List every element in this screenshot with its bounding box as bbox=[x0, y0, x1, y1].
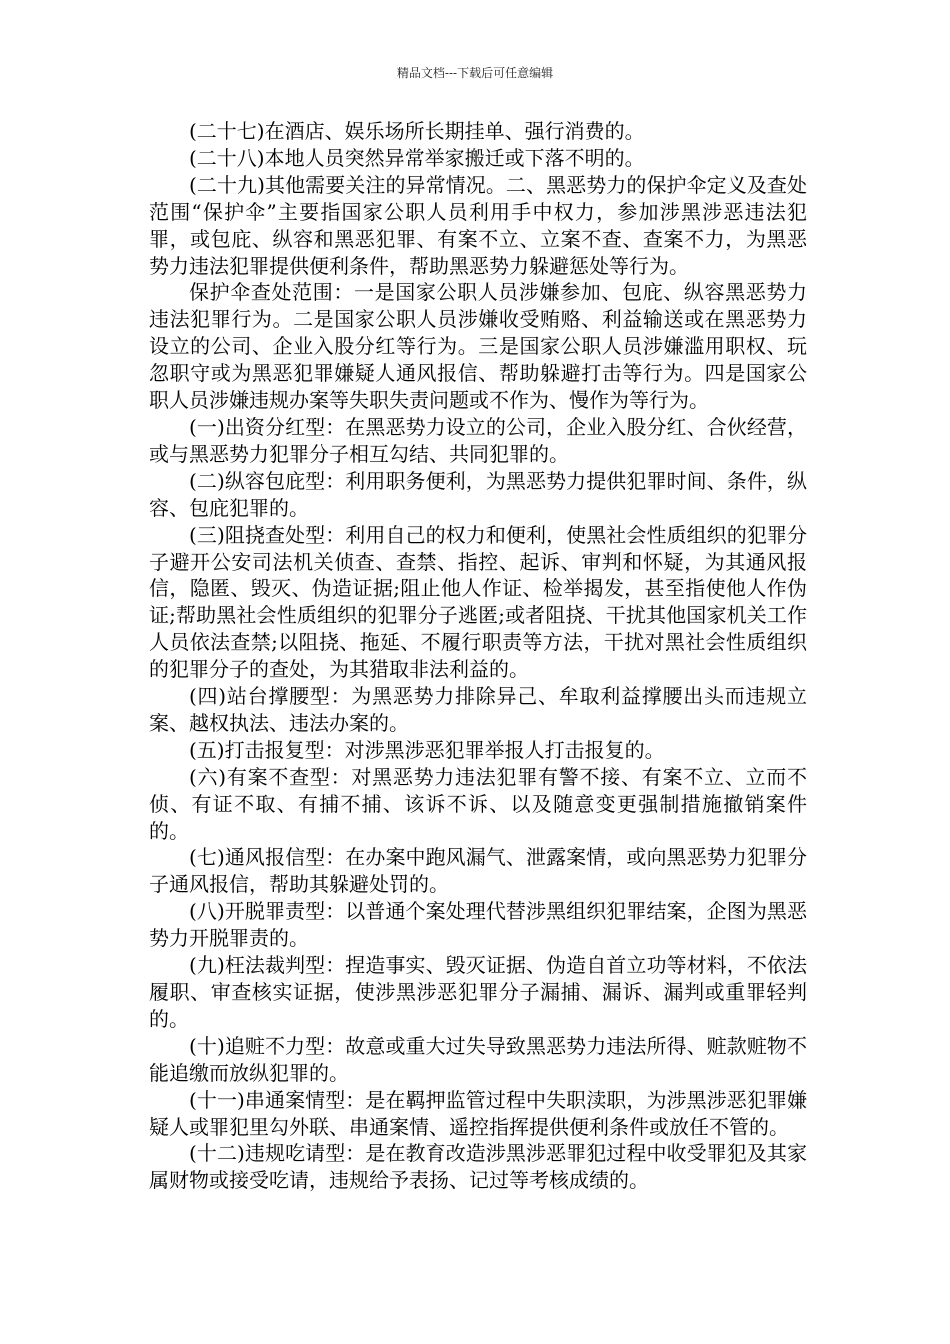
paragraph: (九)枉法裁判型：捏造事实、毁灭证据、伪造自首立功等材料，不依法履职、审查核实证据，使涉黑涉恶犯罪分子漏捕、漏诉、漏判或重罪轻判的。 bbox=[149, 953, 807, 1031]
paragraph: (二)纵容包庇型：利用职务便利，为黑恶势力提供犯罪时间、条件，纵容、包庇犯罪的。 bbox=[149, 468, 807, 520]
paragraph: (一)出资分红型：在黑恶势力设立的公司，企业入股分红、合伙经营，或与黑恶势力犯罪分子相互勾结、共同犯罪的。 bbox=[149, 414, 807, 466]
paragraph: (六)有案不查型：对黑恶势力违法犯罪有警不接、有案不立、立而不侦、有证不取、有捕不捕、该诉不诉、以及随意变更强制措施撤销案件的。 bbox=[149, 764, 807, 843]
paragraph: (二十九)其他需要关注的异常情况。二、黑恶势力的保护伞定义及查处范围“保护伞”主要指国家公职人员利用手中权力，参加涉黑涉恶违法犯罪，或包庇、纵容和黑恶犯罪、有案不立、立案不查、查案不力，为黑恶势力违法犯罪提供便利条件，帮助黑恶势力躲避惩处等行为。 bbox=[149, 172, 807, 278]
paragraph: 保护伞查处范围：一是国家公职人员涉嫌参加、包庇、纵容黑恶势力违法犯罪行为。二是国家公职人员涉嫌收受贿赂、利益输送或在黑恶势力设立的公司、企业入股分红等行为。三是国家公职人员涉嫌滥用职权、玩忽职守或为黑恶犯罪嫌疑人通风报信、帮助躲避打击等行为。四是国家公职人员涉嫌违规办案等失职失责问题或不作为、慢作为等行为。 bbox=[149, 280, 807, 413]
paragraph: (十一)串通案情型：是在羁押监管过程中失职渎职，为涉黑涉恶犯罪嫌疑人或罪犯里勾外联、串通案情、遥控指挥提供便利条件或放任不管的。 bbox=[149, 1087, 807, 1139]
paragraph: (二十八)本地人员突然异常举家搬迁或下落不明的。 bbox=[189, 145, 645, 170]
paragraph: (五)打击报复型：对涉黑涉恶犯罪举报人打击报复的。 bbox=[189, 737, 665, 762]
page-header: 精品文档---下载后可任意编辑 bbox=[396, 66, 554, 80]
document-body bbox=[149, 118, 807, 1194]
paragraph: (四)站台撑腰型：为黑恶势力排除异己、牟取利益撑腰出头而违规立案、越权执法、违法办案的。 bbox=[149, 684, 807, 735]
paragraph: (二十七)在酒店、娱乐场所长期挂单、强行消费的。 bbox=[189, 119, 645, 143]
paragraph: (八)开脱罪责型：以普通个案处理代替涉黑组织犯罪结案，企图为黑恶势力开脱罪责的。 bbox=[149, 899, 807, 951]
paragraph: (七)通风报信型：在办案中跑风漏气、泄露案情，或向黑恶势力犯罪分子通风报信，帮助其躲避处罚的。 bbox=[149, 845, 807, 897]
paragraph: (十)追赃不力型：故意或重大过失导致黑恶势力违法所得、赃款赃物不能追缴而放纵犯罪的。 bbox=[149, 1033, 807, 1085]
paragraph: (三)阻挠查处型：利用自己的权力和便利，使黑社会性质组织的犯罪分子避开公安司法机关侦查、查禁、指控、起诉、审判和怀疑，为其通风报信，隐匿、毁灭、伪造证据;阻止他人作证、检举揭发，甚至指使他人作伪证;帮助黑社会性质组织的犯罪分子逃匿;或者阻挠、干扰其他国家机关工作人员依法查禁;以阻挠、拖延、不履行职责等方法，干扰对黑社会性质组织的犯罪分子的查处，为其猎取非法利益的。 bbox=[149, 522, 807, 682]
paragraph: (十二)违规吃请型：是在教育改造涉黑涉恶罪犯过程中收受罪犯及其家属财物或接受吃请，违规给予表扬、记过等考核成绩的。 bbox=[149, 1141, 807, 1193]
